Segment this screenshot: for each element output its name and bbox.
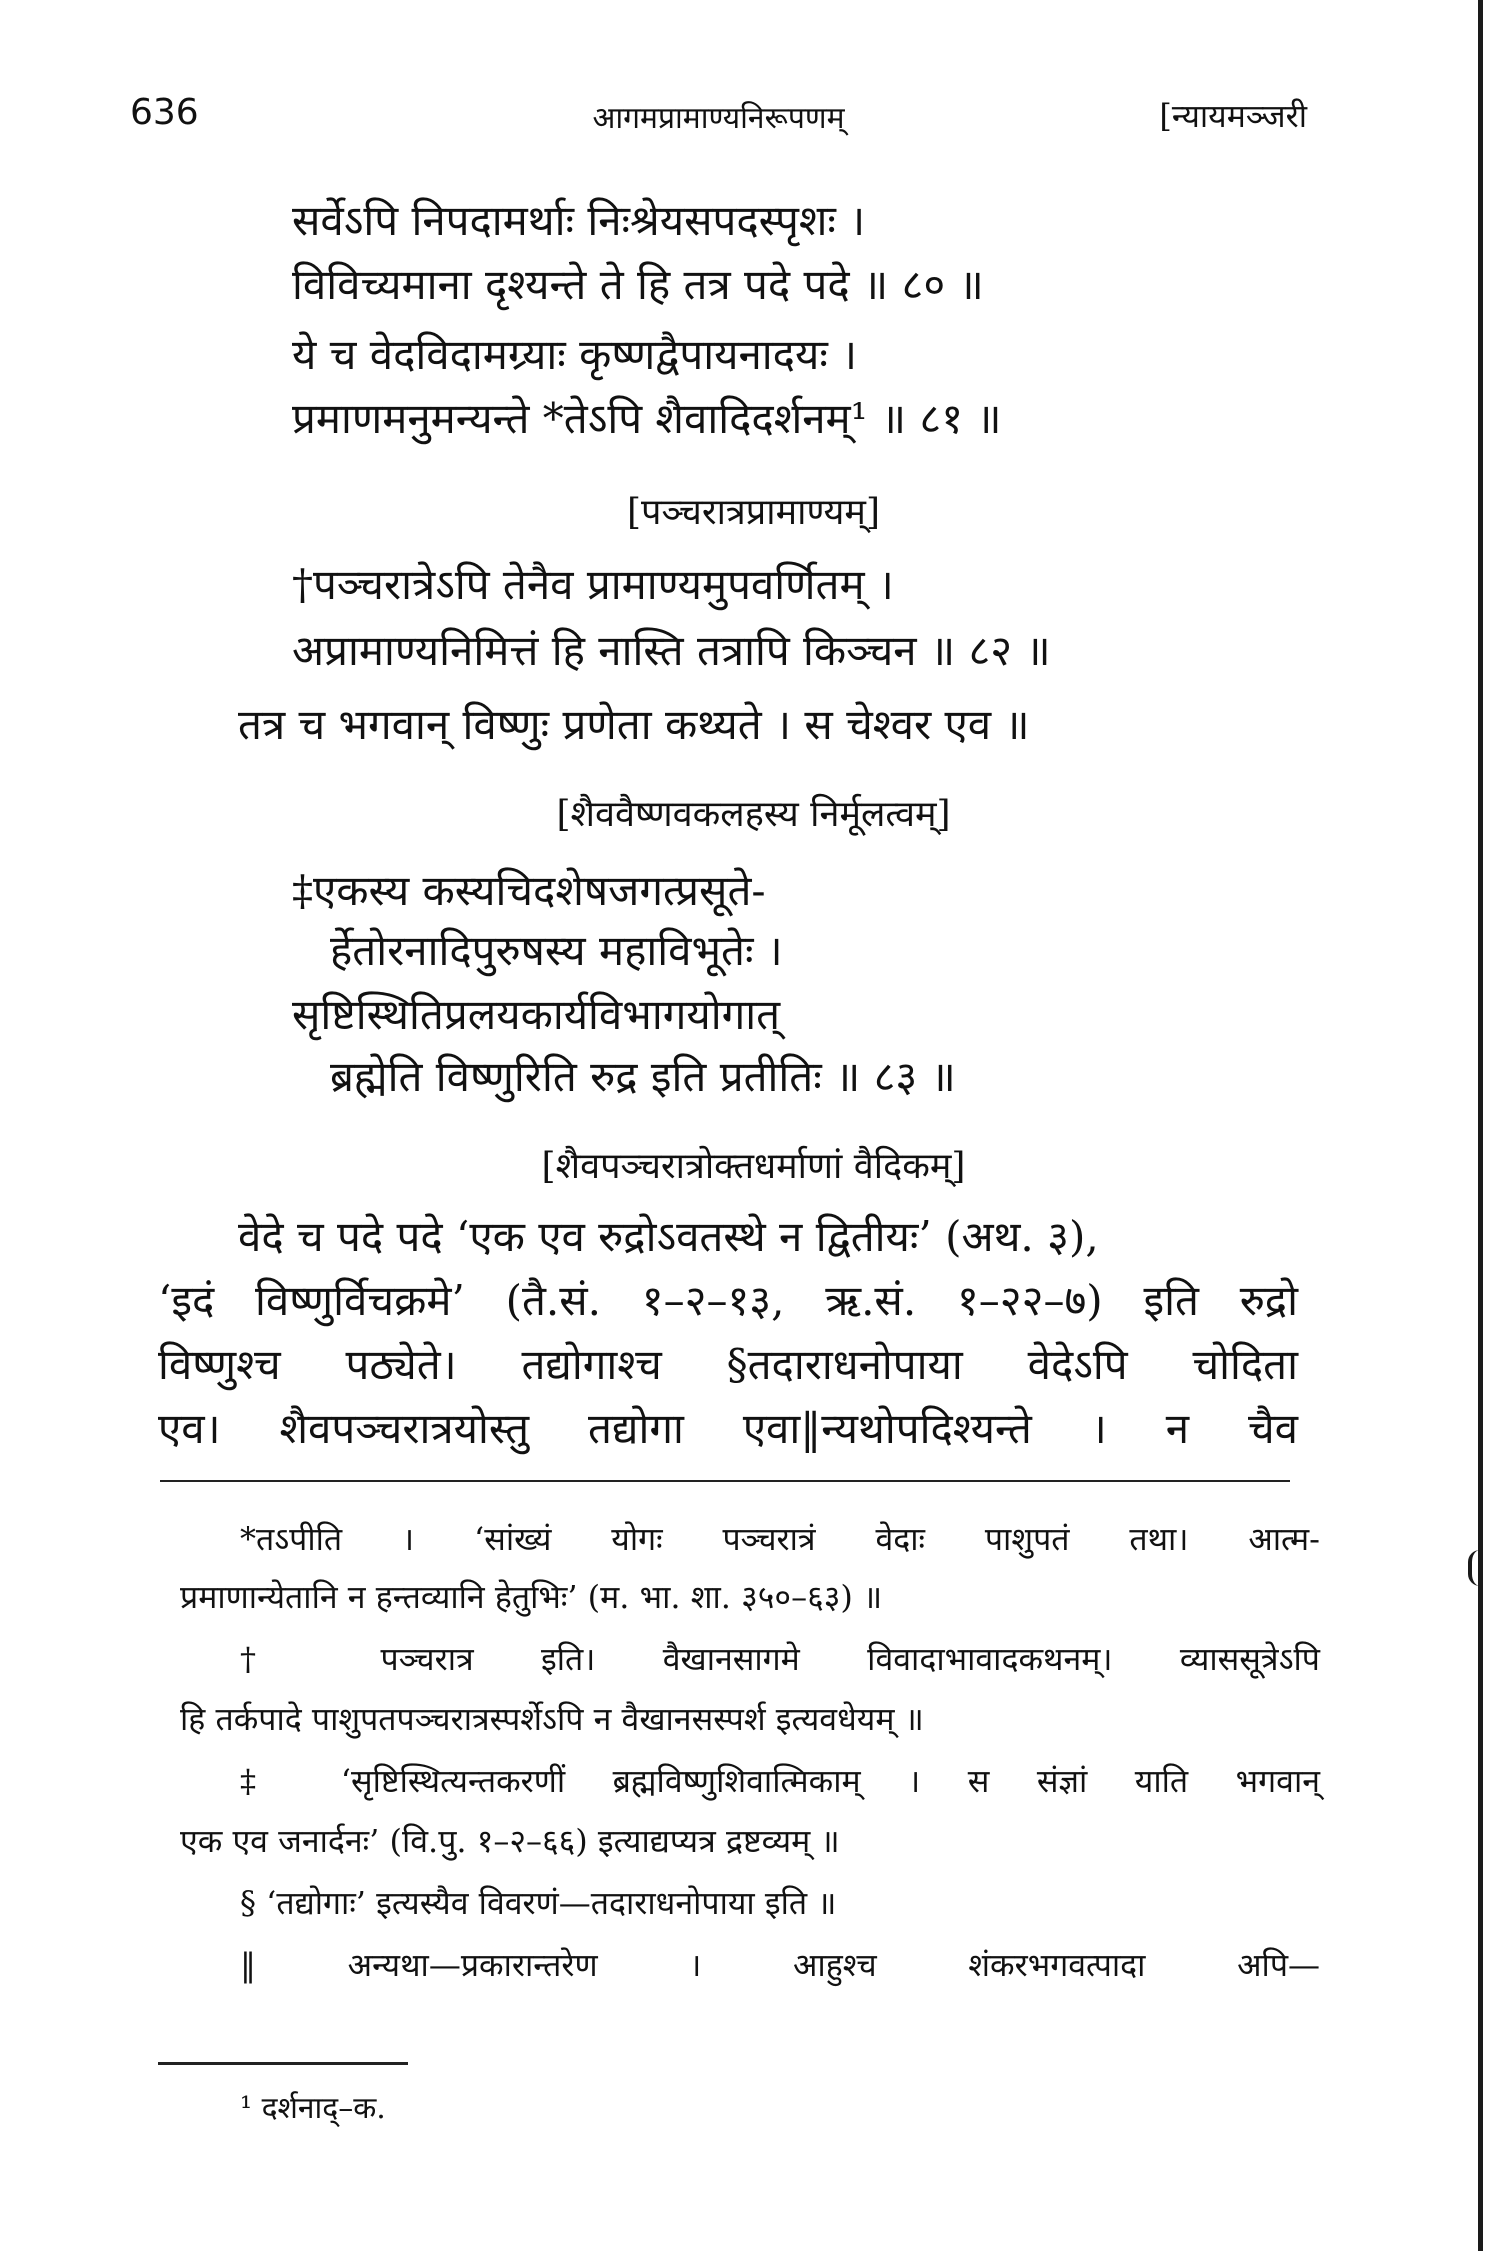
- section-heading: [शैववैष्णवकलहस्य निर्मूलत्वम्]: [556, 794, 951, 835]
- verse-line: †पञ्चरात्रेऽपि तेनैव प्रामाण्यमुपवर्णितम् ।: [292, 560, 894, 609]
- footnote-line: § ‘तद्योगाः’ इत्यस्यैव विवरणं—तदाराधनोपाया इति ॥: [240, 1884, 837, 1922]
- footnote-line: ‖ अन्यथा—प्रकारान्तरेण । आहुश्च शंकरभगवत्पादा अपि—: [240, 1946, 1320, 1984]
- variant-reading-note: ¹ दर्शनाद्–क.: [240, 2091, 386, 2126]
- footnote-separator: [160, 1480, 1290, 1482]
- section-heading: [शैवपञ्चरात्रोक्तधर्माणां वैदिकम्]: [541, 1146, 966, 1187]
- verse-line: र्हेतोरनादिपुरुषस्य महाविभूतेः ।: [330, 926, 783, 975]
- footnote-line: प्रमाणान्येतानि न हन्तव्यानि हेतुभिः’ (म. भा. शा. ३५०–६३) ॥: [180, 1578, 883, 1616]
- verse-line: ब्रह्मेति विष्णुरिति रुद्र इति प्रतीतिः ॥ ८३ ॥: [330, 1052, 956, 1101]
- prose-line: ‘इदं विष्णुर्विचक्रमे’ (तै.सं. १–२–१३, ऋ.सं. १–२२–७) इति रुद्रो: [158, 1276, 1298, 1325]
- book-title: [न्यायमञ्जरी: [1159, 97, 1307, 135]
- prose-line: विष्णुश्च पठ्येते। तद्योगाश्च §तदाराधनोपाया वेदेऽपि चोदिता: [158, 1340, 1298, 1389]
- footnote-line: हि तर्कपादे पाशुपतपञ्चरात्रस्पर्शेऽपि न वैखानसस्पर्श इत्यवधेयम् ॥: [180, 1700, 924, 1738]
- binding-edge-line: [1478, 0, 1483, 2251]
- footnote-line: † पञ्चरात्र इति। वैखानसागमे विवादाभावादकथनम्। व्याससूत्रेऽपि: [240, 1640, 1320, 1678]
- page-header: [130, 92, 1307, 142]
- binding-edge-mark: [1468, 1550, 1496, 1586]
- running-title: आगमप्रामाण्यनिरूपणम्: [592, 101, 845, 136]
- variant-separator: [158, 2062, 408, 2065]
- prose-line: एव। शैवपञ्चरात्रयोस्तु तद्योगा एवा‖न्यथोपदिश्यन्ते । न चैव: [158, 1404, 1298, 1453]
- verse-line: अप्रामाण्यनिमित्तं हि नास्ति तत्रापि किञ्चन ॥ ८२ ॥: [292, 626, 1051, 675]
- footnote-line: *तऽपीति । ‘सांख्यं योगः पञ्चरात्रं वेदाः पाशुपतं तथा। आत्म-: [240, 1520, 1320, 1558]
- page-number: 636: [130, 92, 199, 133]
- verse-line: सर्वेऽपि निपदामर्थाः निःश्रेयसपदस्पृशः ।: [292, 196, 866, 245]
- verse-line: ‡एकस्य कस्यचिदशेषजगत्प्रसूते-: [292, 866, 766, 915]
- verse-line: ये च वेदविदामग्र्याः कृष्णद्वैपायनादयः ।: [292, 330, 858, 379]
- footnote-line: एक एव जनार्दनः’ (वि.पु. १–२–६६) इत्याद्यप्यत्र द्रष्टव्यम् ॥: [180, 1822, 840, 1860]
- section-heading: [पञ्चरात्रप्रामाण्यम्]: [626, 492, 881, 533]
- verse-line: सृष्टिस्थितिप्रलयकार्यविभागयोगात्: [292, 990, 781, 1039]
- verse-line: विविच्यमाना दृश्यन्ते ते हि तत्र पदे पदे ॥ ८० ॥: [292, 260, 984, 309]
- verse-line: प्रमाणमनुमन्यन्ते *तेऽपि शैवादिदर्शनम्¹ ॥ ८१ ॥: [292, 394, 1002, 443]
- prose-line: वेदे च पदे पदे ‘एक एव रुद्रोऽवतस्थे न द्वितीयः’ (अथ. ३),: [238, 1212, 1099, 1261]
- prose-line: तत्र च भगवान् विष्णुः प्रणेता कथ्यते । स चेश्वर एव ॥: [238, 700, 1030, 749]
- footnote-line: ‡ ‘सृष्टिस्थित्यन्तकरणीं ब्रह्मविष्णुशिवात्मिकाम् । स संज्ञां याति भगवान्: [240, 1762, 1320, 1800]
